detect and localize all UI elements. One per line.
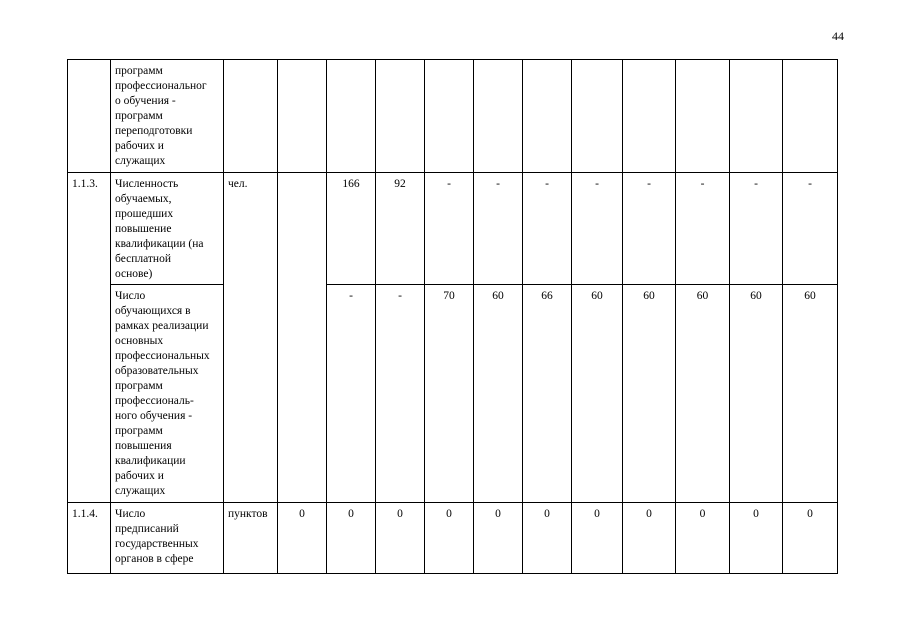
value-cell: 92: [376, 173, 425, 285]
description-line: государственных: [115, 538, 199, 550]
description-line: профессиональ-: [115, 395, 194, 407]
value-cell: [376, 60, 425, 173]
value-cell: 70: [425, 285, 474, 503]
description-line: программ: [115, 425, 163, 437]
value-cell: 0: [572, 503, 623, 574]
value-cell: [327, 60, 376, 173]
value-cell: [278, 173, 327, 503]
table-row: [68, 60, 838, 173]
row-unit: чел.: [224, 173, 278, 503]
description-line: квалификации (на: [115, 238, 204, 250]
indicators-table: [67, 59, 838, 574]
value-cell: 60: [474, 285, 523, 503]
value-cell: 0: [376, 503, 425, 574]
row-description: [111, 173, 224, 285]
value-cell: 0: [783, 503, 838, 574]
description-line: основе): [115, 268, 153, 280]
description-line: бесплатной: [115, 253, 171, 265]
row-description: [111, 503, 224, 574]
description-line: служащих: [115, 155, 166, 167]
value-cell: [523, 60, 572, 173]
value-cell: 66: [523, 285, 572, 503]
value-cell: -: [523, 173, 572, 285]
row-unit: пунктов: [224, 503, 278, 574]
description-line: повышение: [115, 223, 172, 235]
row-unit: [224, 60, 278, 173]
description-line: программ: [115, 380, 163, 392]
value-cell: -: [327, 285, 376, 503]
description-line: программ: [115, 65, 163, 77]
value-cell: [278, 60, 327, 173]
value-cell: 0: [327, 503, 376, 574]
value-cell: -: [730, 173, 783, 285]
description-line: основных: [115, 335, 164, 347]
value-cell: 60: [676, 285, 730, 503]
row-description: [111, 60, 224, 173]
value-cell: [676, 60, 730, 173]
description-line: повышения: [115, 440, 172, 452]
table-row: [68, 503, 838, 574]
value-cell: [474, 60, 523, 173]
table-row: [68, 285, 838, 503]
table-row: [68, 173, 838, 285]
value-cell: -: [425, 173, 474, 285]
description-line: Число: [115, 508, 146, 520]
value-cell: -: [676, 173, 730, 285]
value-cell: [730, 60, 783, 173]
value-cell: 0: [474, 503, 523, 574]
value-cell: [425, 60, 474, 173]
description-line: о обучения -: [115, 95, 176, 107]
description-line: профессиональных: [115, 350, 210, 362]
description-line: рабочих и: [115, 140, 164, 152]
description-line: Число: [115, 290, 146, 302]
row-code: [68, 60, 111, 173]
value-cell: 0: [278, 503, 327, 574]
value-cell: 0: [676, 503, 730, 574]
value-cell: 0: [623, 503, 676, 574]
description-line: прошедших: [115, 208, 174, 220]
description-line: органов в сфере: [115, 553, 194, 565]
value-cell: -: [376, 285, 425, 503]
description-line: переподготовки: [115, 125, 193, 137]
description-line: обучаемых,: [115, 193, 172, 205]
value-cell: 0: [523, 503, 572, 574]
value-cell: -: [623, 173, 676, 285]
description-line: программ: [115, 110, 163, 122]
value-cell: 166: [327, 173, 376, 285]
value-cell: -: [783, 173, 838, 285]
description-line: обучающихся в: [115, 305, 191, 317]
description-line: Численность: [115, 178, 179, 190]
description-line: служащих: [115, 485, 166, 497]
description-line: предписаний: [115, 523, 179, 535]
description-line: квалификации: [115, 455, 186, 467]
value-cell: -: [572, 173, 623, 285]
row-code: 1.1.4.: [68, 503, 111, 574]
value-cell: 0: [730, 503, 783, 574]
value-cell: [783, 60, 838, 173]
value-cell: 60: [572, 285, 623, 503]
page-number: 44: [832, 29, 844, 43]
value-cell: 0: [425, 503, 474, 574]
value-cell: [572, 60, 623, 173]
description-line: ного обучения -: [115, 410, 193, 422]
row-description: [111, 285, 224, 503]
description-line: профессиональног: [115, 80, 207, 92]
row-code: 1.1.3.: [68, 173, 111, 503]
value-cell: 60: [783, 285, 838, 503]
description-line: рабочих и: [115, 470, 164, 482]
description-line: образовательных: [115, 365, 199, 377]
value-cell: -: [474, 173, 523, 285]
value-cell: 60: [730, 285, 783, 503]
description-line: рамках реализации: [115, 320, 209, 332]
value-cell: 60: [623, 285, 676, 503]
value-cell: [623, 60, 676, 173]
